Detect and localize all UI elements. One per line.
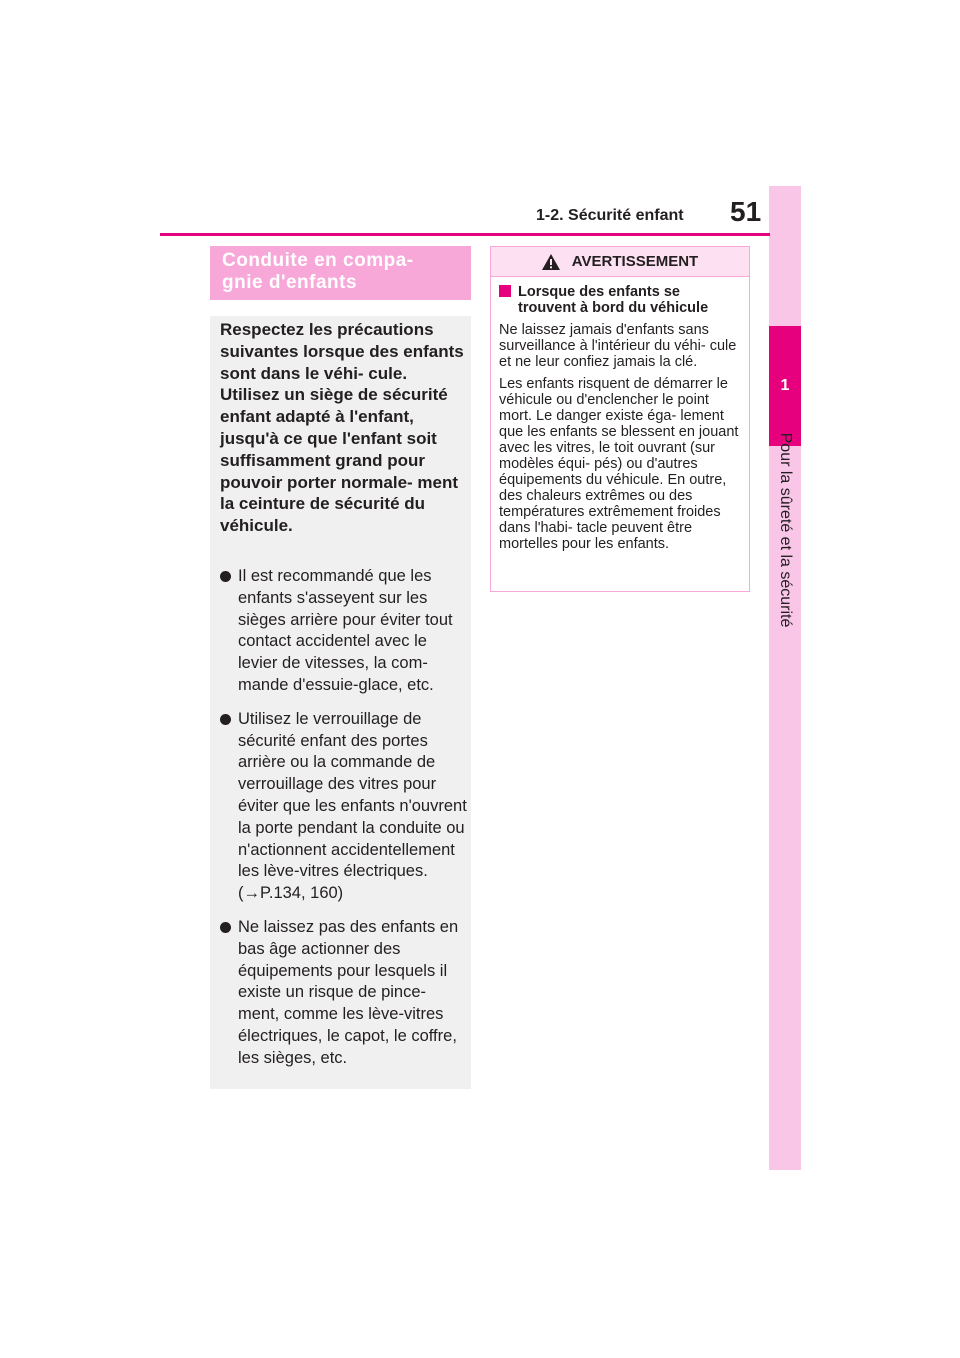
list-item	[220, 566, 470, 697]
bullet-dot-icon	[220, 714, 231, 725]
side-tab-label: Pour la sûreté et la sécurité	[777, 432, 794, 628]
page-number: 51	[730, 196, 762, 227]
side-tab-number: 1	[769, 326, 801, 446]
warning-title: AVERTISSEMENT	[571, 253, 699, 270]
list-item-text: Ne laissez pas des enfants en bas âge actionner des équipements pour lesquels il existe un risque de pince- ment, comme les lève-vitres électriques, le capot, le coffre, les sièges, etc.	[238, 917, 459, 1067]
warning-box	[490, 246, 750, 592]
bullet-dot-icon	[220, 571, 231, 582]
warning-paragraph: Les enfants risquent de démarrer le véhicule ou d'enclencher le point mort. Le danger existe éga- lement que les enfants se blessent en jouant avec les vitres, le toit ouvrant (sur modèles équi- pés) ou d'autres équipements du véhicule. En outre, des chaleurs extrêmes ou des températures extrêmement froides dans l'habi- tacle peuvent être mortelles pour les enfants.	[499, 376, 739, 552]
heading-gap	[210, 300, 471, 316]
list-item-text: Utilisez le verrouillage de sécurité enfant des portes arrière ou la commande de verrouillage des vitres pour éviter que les enfants n'ouvrent la porte pendant la conduite ou n'actionnent accidentellement les lève-vitres électriques. (→P.134, 160)	[238, 709, 467, 903]
square-marker-icon	[499, 285, 511, 297]
bullet-dot-icon	[220, 922, 231, 933]
bullet-list	[220, 566, 470, 1082]
warning-triangle-icon	[542, 254, 560, 270]
warning-subtitle	[499, 284, 741, 316]
warning-subtitle-text: Lorsque des enfants se trouvent à bord du véhicule	[518, 284, 709, 316]
intro-text: Respectez les précautions suivantes lorsque des enfants sont dans le véhi- cule. Utilisez un siège de sécurité enfant adapté à l'enfant, jusqu'à ce que l'enfant soit suffisamment grand pour pouvoir porter normale- ment la ceinture de sécurité du véhicule.	[220, 320, 464, 536]
section-heading: Conduite en compa- gnie d'enfants	[210, 246, 471, 300]
list-item	[220, 917, 470, 1070]
warning-paragraph: Ne laissez jamais d'enfants sans surveillance à l'intérieur du véhi- cule et ne leur confiez jamais la clé.	[499, 322, 737, 370]
left-column	[210, 246, 471, 1089]
header-rule	[160, 233, 770, 236]
section-title: 1-2. Sécurité enfant	[536, 207, 684, 224]
list-item	[220, 709, 470, 905]
warning-header	[491, 247, 749, 277]
list-item-text: Il est recommandé que les enfants s'asseyent sur les sièges arrière pour éviter tout contact accidentel avec le levier de vitesses, la com- mande d'essuie-glace, etc.	[238, 567, 453, 694]
